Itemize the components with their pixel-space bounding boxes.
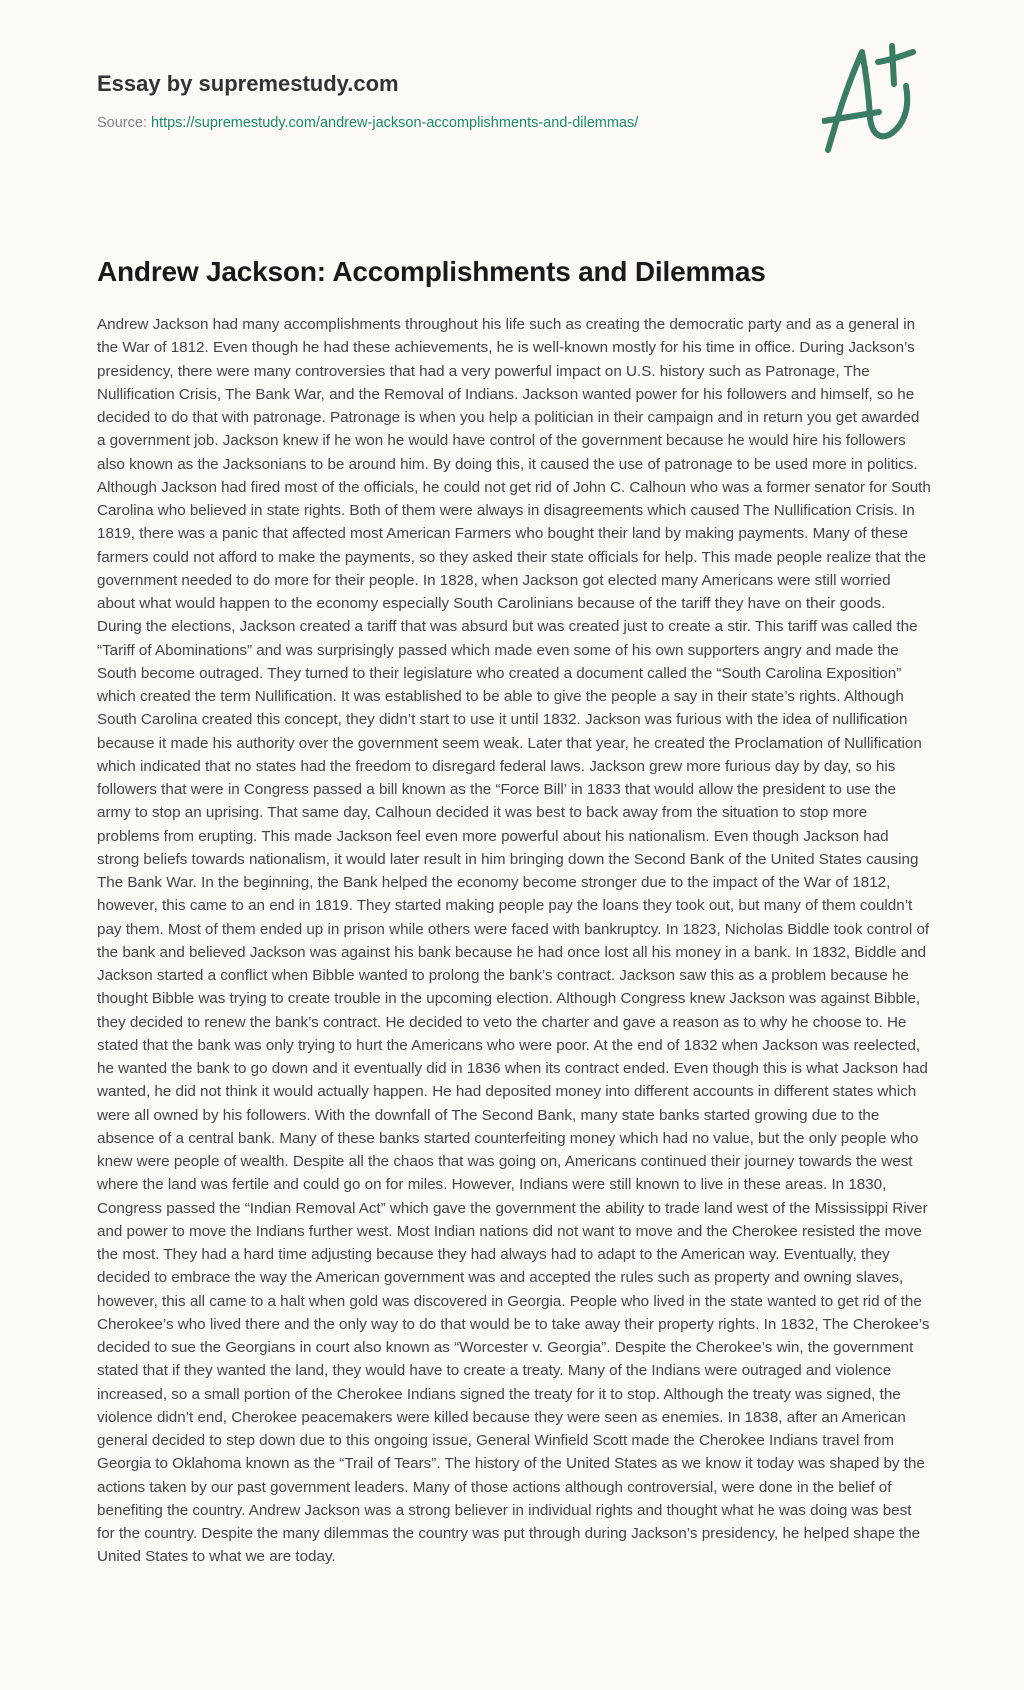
source-line [97,114,797,132]
brand-title: Essay by supremestudy.com [97,71,399,96]
a-plus-grade-icon [822,38,932,158]
essay-title: Andrew Jackson: Accomplishments and Dilemmas [97,256,766,287]
essay-body: Andrew Jackson had many accomplishments throughout his life such as creating the democratic party and as a general in the War of 1812. Even though he had these achievements, he is well-known mostly for his time in office. During Jackson’s presidency, there were many controversies that had a very powerful impact on U.S. history such as Patronage, The Nullification Crisis, The Bank War, and the Removal of Indians. Jackson wanted power for his followers and himself, so he decided to do that with patronage. Patronage is when you help a politician in their campaign and in return you get awarded a government job. Jackson knew if he won he would have control of the government because he would hire his followers also known as the Jacksonians to be around him. By doing this, it caused the use of patronage to be used more in politics. Although Jackson had fired most of the officials, he could not get rid of John C. Calhoun who was a former senator for South Carolina who believed in state rights. Both of them were always in disagreements which caused The Nullification Crisis. In 1819, there was a panic that affected most American Farmers who bought their land by making payments. Many of these farmers could not afford to make the payments, so they asked their state officials for help. This made people realize that the government needed to do more for their people. In 1828, when Jackson got elected many Americans were still worried about what would happen to the economy especially South Carolinians because of the tariff they have on their goods. During the elections, Jackson created a tariff that was absurd but was created just to create a stir. This tariff was called the “Tariff of Abominations” and was surprisingly passed which made even some of his own supporters angry and made the South become outraged. They turned to their legislature who created a document called the “South Carolina Exposition” which created the term Nullification. It was established to be able to give the people a say in their state’s rights. Although South Carolina created this concept, they didn’t start to use it until 1832. Jackson was furious with the idea of nullification because it made his authority over the government seem weak. Later that year, he created the Proclamation of Nullification which indicated that no states had the freedom to disregard federal laws. Jackson grew more furious day by day, so his followers that were in Congress passed a bill known as the “Force Bill’ in 1833 that would allow the president to use the army to stop an uprising. That same day, Calhoun decided it was best to back away from the situation to stop more problems from erupting. This made Jackson feel even more powerful about his nationalism. Even though Jackson had strong beliefs towards nationalism, it would later result in him bringing down the Second Bank of the United States causing The Bank War. In the beginning, the Bank helped the economy become stronger due to the impact of the War of 1812, however, this came to an end in 1819. They started making people pay the loans they took out, but many of them couldn’t pay them. Most of them ended up in prison while others were faced with bankruptcy. In 1823, Nicholas Biddle took control of the bank and believed Jackson was against his bank because he had once lost all his money in a bank. In 1832, Biddle and Jackson started a conflict when Bibble wanted to prolong the bank’s contract. Jackson saw this as a problem because he thought Bibble was trying to create trouble in the upcoming election. Although Congress knew Jackson was against Bibble, they decided to renew the bank’s contract. He decided to veto the charter and gave a reason as to why he choose to. He stated that the bank was only trying to hurt the Americans who were poor. At the end of 1832 when Jackson was reelected, he wanted the bank to go down and it eventually did in 1836 when its contract ended. Even though this is what Jackson had wanted, he did not think it would actually happen. He had deposited money into different accounts in different states which were all owned by his followers. With the downfall of The Second Bank, many state banks started growing due to the absence of a central bank. Many of these banks started counterfeiting money which had no value, but the only people who knew were people of wealth. Despite all the chaos that was going on, Americans continued their journey towards the west where the land was fertile and could go on for miles. However, Indians were still known to live in these areas. In 1830, Congress passed the “Indian Removal Act” which gave the government the ability to trade land west of the Mississippi River and power to move the Indians further west. Most Indian nations did not want to move and the Cherokee resisted the move the most. They had a hard time adjusting because they had always had to adapt to the American way. Eventually, they decided to embrace the way the American government was and accepted the rules such as property and owning slaves, however, this all came to a halt when gold was discovered in Georgia. People who lived in the state wanted to get rid of the Cherokee’s who lived there and the only way to do that would be to take away their property rights. In 1832, The Cherokee’s decided to sue the Georgians in court also known as “Worcester v. Georgia”. Despite the Cherokee’s win, the government stated that if they wanted the land, they would have to create a treaty. Many of the Indians were outraged and violence increased, so a small portion of the Cherokee Indians signed the treaty for it to stop. Although the treaty was signed, the violence didn’t end, Cherokee peacemakers were killed because they were seen as enemies. In 1838, after an American general decided to step down due to this ongoing issue, General Winfield Scott made the Cherokee Indians travel from Georgia to Oklahoma known as the “Trail of Tears”. The history of the United States as we know it today was shaped by the actions taken by our past government leaders. Many of those actions although controversial, were done in the belief of benefiting the country. Andrew Jackson was a strong believer in individual rights and thought what he was doing was best for the country. Despite the many dilemmas the country was put through during Jackson’s presidency, he helped shape the United States to what we are today. [97,316,931,1566]
source-label: Source: [97,115,151,131]
source-link[interactable]: https://supremestudy.com/andrew-jackson-accomplishments-and-dilemmas/ [151,115,639,131]
page-header [97,70,797,132]
